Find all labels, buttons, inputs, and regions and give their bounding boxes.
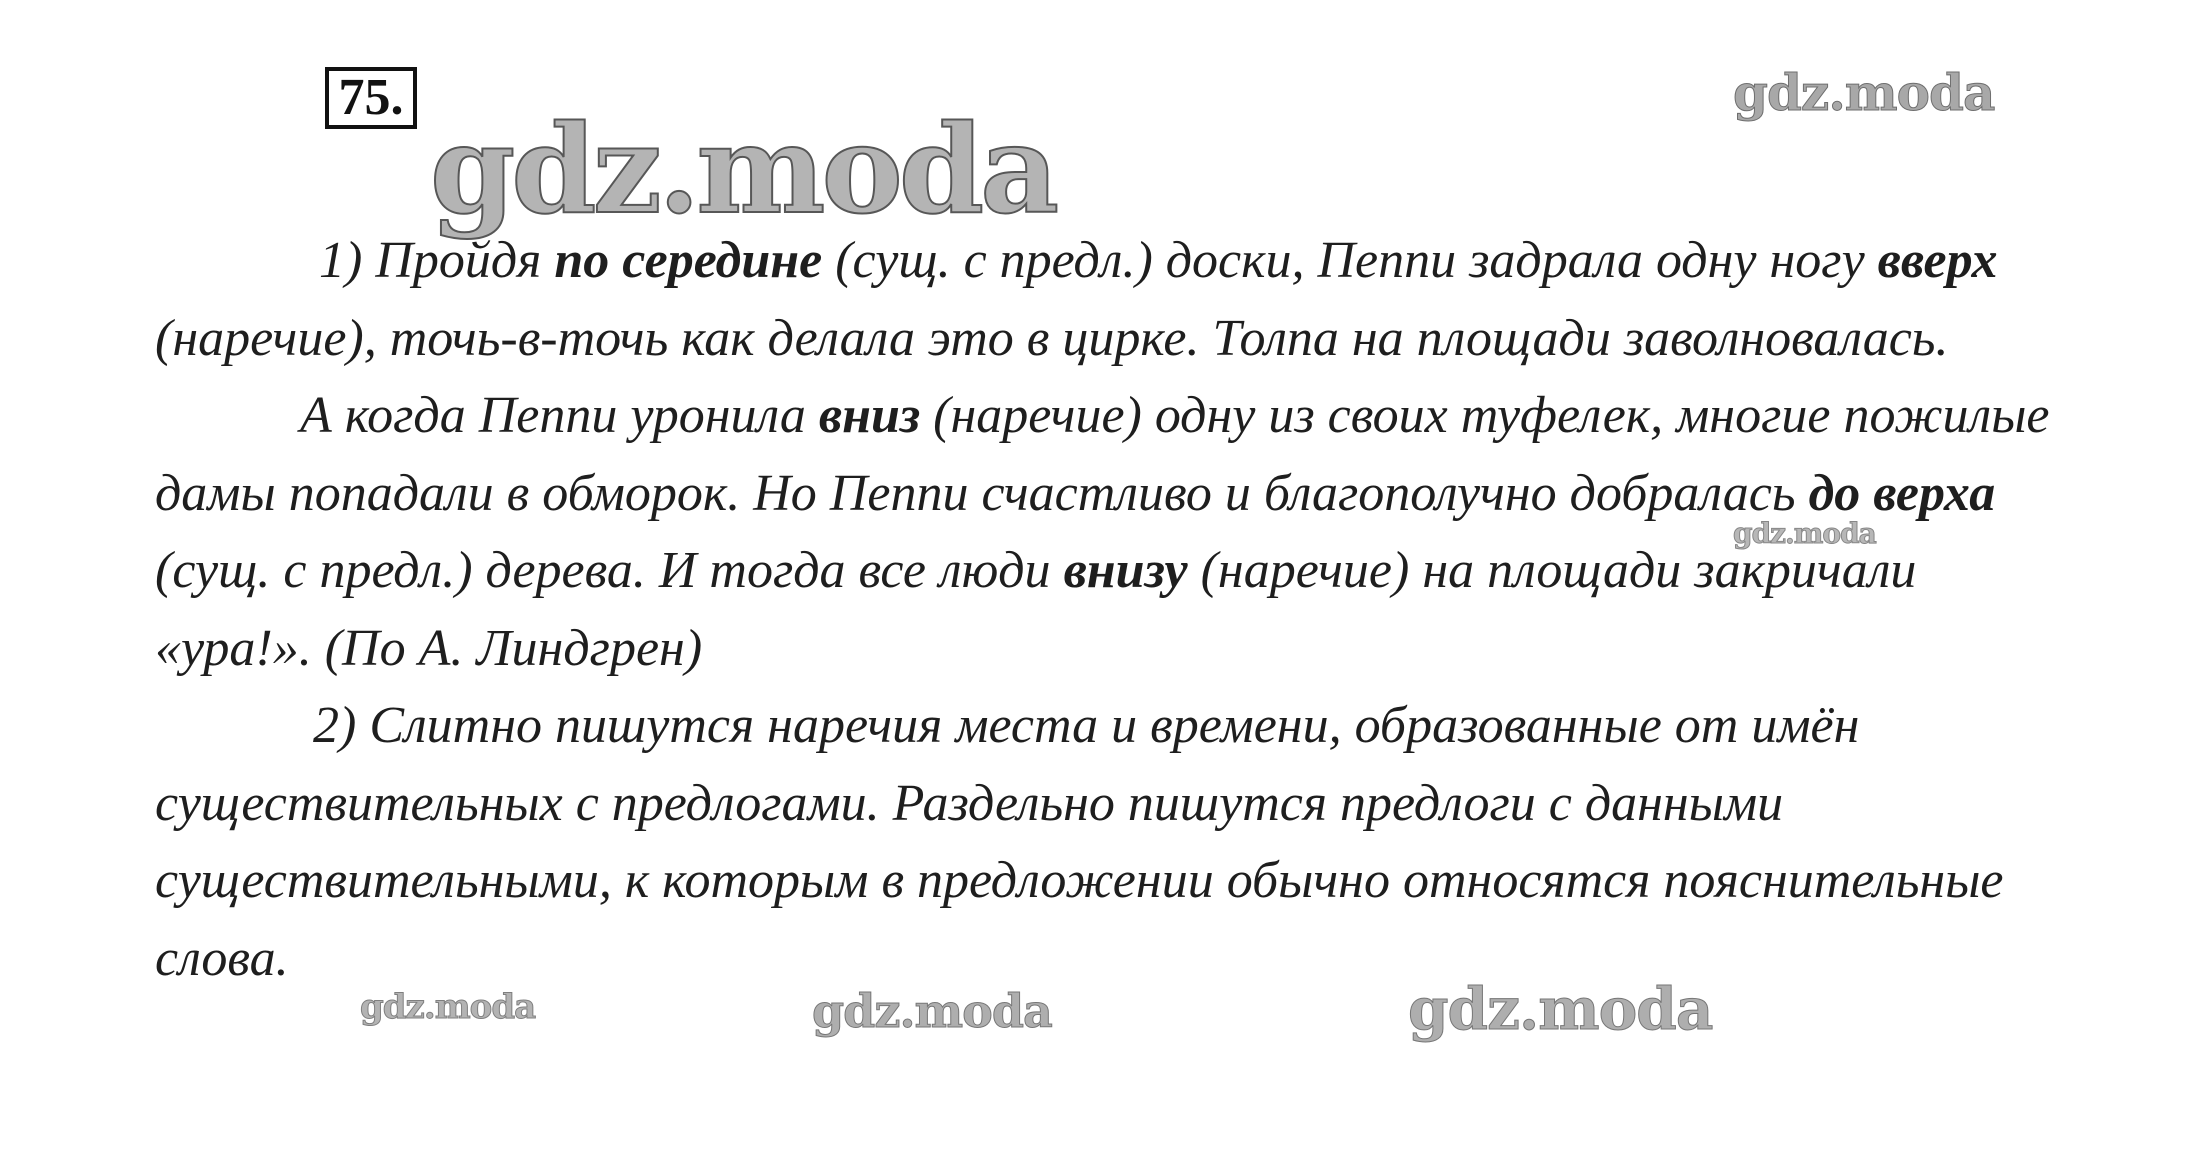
p2-keyword-do-verkha: до верха <box>1808 464 1996 522</box>
p2-keyword-vniz: вниз <box>818 387 921 444</box>
p2-text-c: (наречие) одну из своих туфелек, многие пожилые дамы попадали в обморок. Но Пеппи счастливо и благополучно добралась <box>155 387 2050 522</box>
watermark-logo-top-right: gdz.moda <box>1733 63 1995 122</box>
watermark-logo-large: gdz.moda <box>430 97 1056 241</box>
p2-keyword-vnizu: внизу <box>1063 542 1188 599</box>
exercise-number: 75. <box>325 67 417 129</box>
watermark-logo-bottom-right: gdz.moda <box>1408 975 1713 1043</box>
paragraph-1 <box>155 222 2085 377</box>
p2-text-e: (сущ. с предл.) дерева. И тогда все люди <box>155 542 1064 599</box>
p2-text-g: (наречие) на площади закричали «ура!». (По А. Линдгрен) <box>155 542 1917 677</box>
p1-text-a: 1) Пройдя <box>319 232 555 289</box>
watermark-logo-bottom-left: gdz.moda <box>360 987 536 1027</box>
p1-text-e: (наречие), точь-в-точь как делала это в цирке. Толпа на площади заволновалась. <box>155 309 1949 367</box>
p1-keyword-po-seredine: по середине <box>554 232 823 289</box>
p2-text-a: А когда Пеппи уронила <box>300 387 819 444</box>
watermark-logo-middle: gdz.moda <box>1733 517 1876 550</box>
paragraph-2 <box>155 377 2085 687</box>
paragraph-3: 2) Слитно пишутся наречия места и времени, образованные от имён существительных с предлогами. Раздельно пишутся предлоги с данными существительными, к которым в предложении обычно относятся пояснительные слова. <box>155 697 2004 987</box>
p1-keyword-vverkh: вверх <box>1877 232 1998 289</box>
watermark-logo-bottom-center: gdz.moda <box>812 984 1052 1038</box>
answer-text <box>155 222 2085 997</box>
p1-text-c: (сущ. с предл.) доски, Пеппи задрала одну ногу <box>822 232 1878 289</box>
